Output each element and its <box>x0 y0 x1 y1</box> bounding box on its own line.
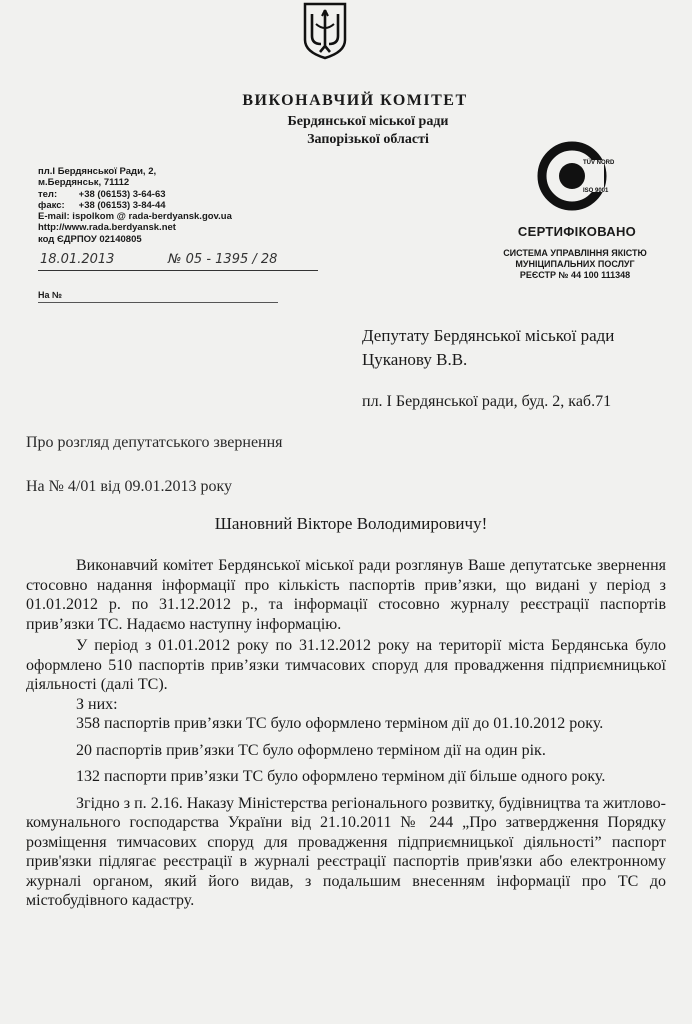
certification-line-1: СИСТЕМА УПРАВЛІННЯ ЯКІСТЮ <box>503 248 647 258</box>
registration-date: 18.01.2013 <box>40 252 115 267</box>
addressee-block <box>362 324 614 414</box>
certification-line-2: МУНІЦИПАЛЬНИХ ПОСЛУГ <box>515 259 635 269</box>
letter-reference: На № 4/01 від 09.01.2013 року <box>26 478 233 495</box>
paragraph-3: З них: <box>76 695 118 713</box>
address-line-2: м.Бердянськ, 71112 <box>38 177 130 189</box>
phone-value: +38 (06153) 3-64-63 <box>78 188 166 200</box>
phone-row <box>38 189 232 200</box>
certification-title: СЕРТИФІКОВАНО <box>517 224 637 239</box>
contact-block <box>38 166 232 245</box>
address-line-1: пл.І Бердянської Ради, 2, <box>38 166 157 177</box>
letter-body <box>26 556 666 911</box>
paragraph-7: Згідно з п. 2.16. Наказу Міністерства регіонального розвитку, будівництва та житлово-комунального господарства України від 21.10.2011 № 244 „Про затвердження Порядку розміщення тимчасових споруд для провадження підприємницької діяльності” паспорт прив'язки підлягає реєстрації в журналі реєстрації паспортів прив'язки або електронному журналі органом, який його видав, з подальшим внесенням інформації про ТС до містобудівного кадастру. <box>26 794 666 909</box>
phone-label: тел: <box>38 188 58 200</box>
reply-to-label: На № <box>38 290 63 300</box>
logo-top-text: TÜV NORD <box>583 160 615 166</box>
email-line: E-mail: ispolkom @ rada-berdyansk.gov.ua <box>38 211 232 223</box>
addressee-name: Цуканову В.В. <box>362 350 468 369</box>
tuv-certification-logo-icon <box>538 142 615 210</box>
salutation: Шановний Вікторе Володимировичу! <box>214 514 488 533</box>
reply-to-line <box>38 290 278 303</box>
registration-number: № 05 - 1395 / 28 <box>168 252 278 267</box>
council-name: Бердянської міської ради <box>287 114 449 129</box>
website-line: http://www.rada.berdyansk.net <box>38 222 176 234</box>
fax-row <box>38 200 232 211</box>
certification-text <box>480 248 670 281</box>
coat-of-arms-icon <box>302 2 348 60</box>
paragraph-5: 20 паспортів прив’язки ТС було оформлено терміном дії на один рік. <box>76 741 546 759</box>
addressee-address: пл. І Бердянської ради, буд. 2, каб.71 <box>362 393 612 410</box>
paragraph-1: Виконавчий комітет Бердянської міської ради розглянув Ваше депутатське звернення стосовно надання інформації про кількість паспортів прив’язки, що видані у період з 01.01.2012 р. по 31.12.2012 р., та інформації стосовно журналу реєстрації паспортів прив’язки ТС. Надаємо наступну інформацію. <box>26 557 666 633</box>
certification-line-3: РЕЄСТР № 44 100 111348 <box>519 270 631 280</box>
paragraph-2: У період з 01.01.2012 року по 31.12.2012 року на території міста Бердянська було оформлено 510 паспортів прив’язки тимчасових споруд для провадження підприємницької діяльності (далі ТС). <box>26 637 666 693</box>
edrpou-line: код ЄДРПОУ 02140805 <box>38 233 142 245</box>
paragraph-4: 358 паспортів прив’язки ТС було оформлено терміном дії до 01.10.2012 року. <box>76 715 604 732</box>
paragraph-6: 132 паспорти прив’язки ТС було оформлено терміном дії більше одного року. <box>76 768 606 785</box>
region-name: Запорізької області <box>307 132 429 147</box>
registration-line <box>38 252 318 271</box>
logo-bottom-text: ISO 9001 <box>583 188 609 194</box>
fax-label: факс: <box>38 199 65 211</box>
fax-value: +38 (06153) 3-84-44 <box>78 199 166 211</box>
committee-title: ВИКОНАВЧИЙ КОМІТЕТ <box>242 92 468 109</box>
addressee-position: Депутату Бердянської міської ради <box>362 326 615 345</box>
letter-subject: Про розгляд депутатського звернення <box>26 434 283 451</box>
